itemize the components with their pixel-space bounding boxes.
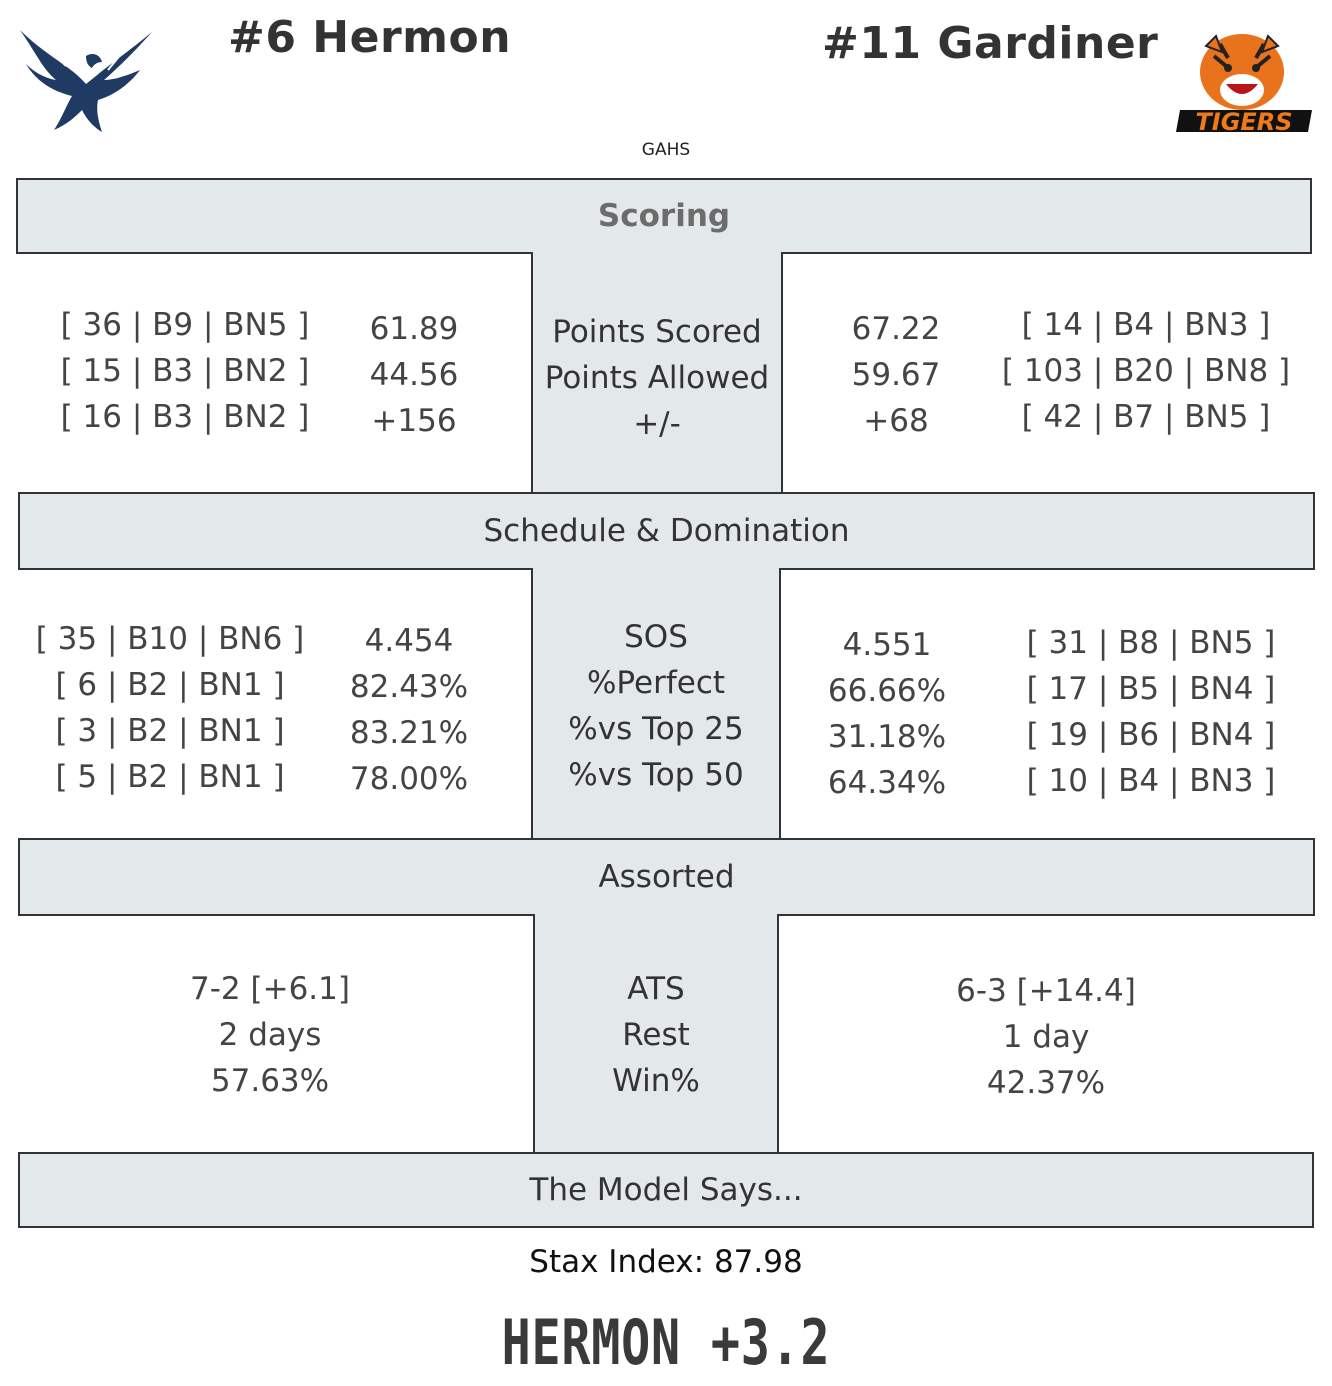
value-cell: 78.00% — [349, 761, 469, 797]
model-pick: HERMON +3.2 — [501, 1306, 831, 1379]
stat-label: Points Allowed — [544, 360, 770, 396]
schedule-labels — [533, 614, 779, 798]
section-title: Assorted — [598, 859, 735, 895]
away-schedule-values — [812, 622, 962, 806]
value-cell: 6-3 [+14.4] — [956, 973, 1136, 1009]
home-team-title: #6 Hermon — [228, 12, 512, 63]
away-scoring-ranks — [1000, 302, 1292, 440]
assorted-labels — [535, 966, 777, 1104]
value-cell: +156 — [371, 403, 457, 439]
value-cell: 4.551 — [842, 627, 932, 663]
value-cell: 82.43% — [349, 669, 469, 705]
value-cell: 61.89 — [369, 311, 459, 347]
rank-cell: [ 17 | B5 | BN4 ] — [1026, 671, 1276, 707]
stat-label: Rest — [622, 1017, 690, 1053]
home-assorted-values — [150, 966, 390, 1104]
section-title: The Model Says... — [529, 1172, 803, 1208]
section-header-assorted — [18, 838, 1315, 916]
value-cell: 66.66% — [827, 673, 947, 709]
tiger-logo-icon — [1170, 32, 1318, 144]
rank-cell: [ 10 | B4 | BN3 ] — [1026, 763, 1276, 799]
value-cell: 4.454 — [364, 623, 454, 659]
rank-cell: [ 31 | B8 | BN5 ] — [1026, 625, 1276, 661]
rank-cell: [ 3 | B2 | BN1 ] — [55, 713, 285, 749]
value-cell: 42.37% — [986, 1065, 1106, 1101]
section-header-model — [18, 1152, 1314, 1228]
rank-cell: [ 35 | B10 | BN6 ] — [35, 621, 305, 657]
rank-cell: [ 19 | B6 | BN4 ] — [1026, 717, 1276, 753]
away-assorted-values — [916, 968, 1176, 1106]
stat-label: +/- — [633, 406, 681, 442]
stat-label: %vs Top 50 — [568, 757, 744, 793]
stat-label: %Perfect — [586, 665, 726, 701]
value-cell: +68 — [863, 403, 929, 439]
away-team-title: #11 Gardiner — [822, 18, 1159, 69]
value-cell: 7-2 [+6.1] — [190, 971, 350, 1007]
stat-label: %vs Top 25 — [568, 711, 744, 747]
rank-cell: [ 36 | B9 | BN5 ] — [60, 307, 310, 343]
rank-cell: [ 103 | B20 | BN8 ] — [1001, 353, 1291, 389]
value-cell: 59.67 — [851, 357, 941, 393]
section-title: Scoring — [597, 198, 731, 234]
section-header-scoring — [16, 178, 1312, 254]
stat-label: SOS — [624, 619, 688, 655]
section-header-schedule — [18, 492, 1315, 570]
value-cell: 83.21% — [349, 715, 469, 751]
venue-label: GAHS — [641, 140, 691, 160]
home-schedule-ranks — [30, 616, 310, 800]
home-scoring-values — [344, 306, 484, 444]
stax-index: Stax Index: 87.98 — [529, 1244, 803, 1280]
rank-cell: [ 16 | B3 | BN2 ] — [60, 399, 310, 435]
rank-cell: [ 5 | B2 | BN1 ] — [55, 759, 285, 795]
home-schedule-values — [334, 618, 484, 802]
away-schedule-ranks — [1016, 620, 1286, 804]
scoring-labels — [533, 309, 781, 447]
value-cell: 57.63% — [210, 1063, 330, 1099]
rank-cell: [ 14 | B4 | BN3 ] — [1021, 307, 1271, 343]
value-cell: 1 day — [1002, 1019, 1090, 1055]
away-logo-text: TIGERS — [1195, 108, 1293, 136]
value-cell: 44.56 — [369, 357, 459, 393]
stat-label: Win% — [612, 1063, 700, 1099]
eagle-logo-icon — [16, 26, 156, 136]
rank-cell: [ 15 | B3 | BN2 ] — [60, 353, 310, 389]
rank-cell: [ 42 | B7 | BN5 ] — [1021, 399, 1271, 435]
value-cell: 31.18% — [827, 719, 947, 755]
rank-cell: [ 6 | B2 | BN1 ] — [55, 667, 285, 703]
value-cell: 2 days — [218, 1017, 322, 1053]
stat-label: Points Scored — [552, 314, 762, 350]
value-cell: 67.22 — [851, 311, 941, 347]
value-cell: 64.34% — [827, 765, 947, 801]
away-scoring-values — [826, 306, 966, 444]
section-title: Schedule & Domination — [483, 513, 850, 549]
home-scoring-ranks — [40, 302, 330, 440]
stat-label: ATS — [627, 971, 685, 1007]
